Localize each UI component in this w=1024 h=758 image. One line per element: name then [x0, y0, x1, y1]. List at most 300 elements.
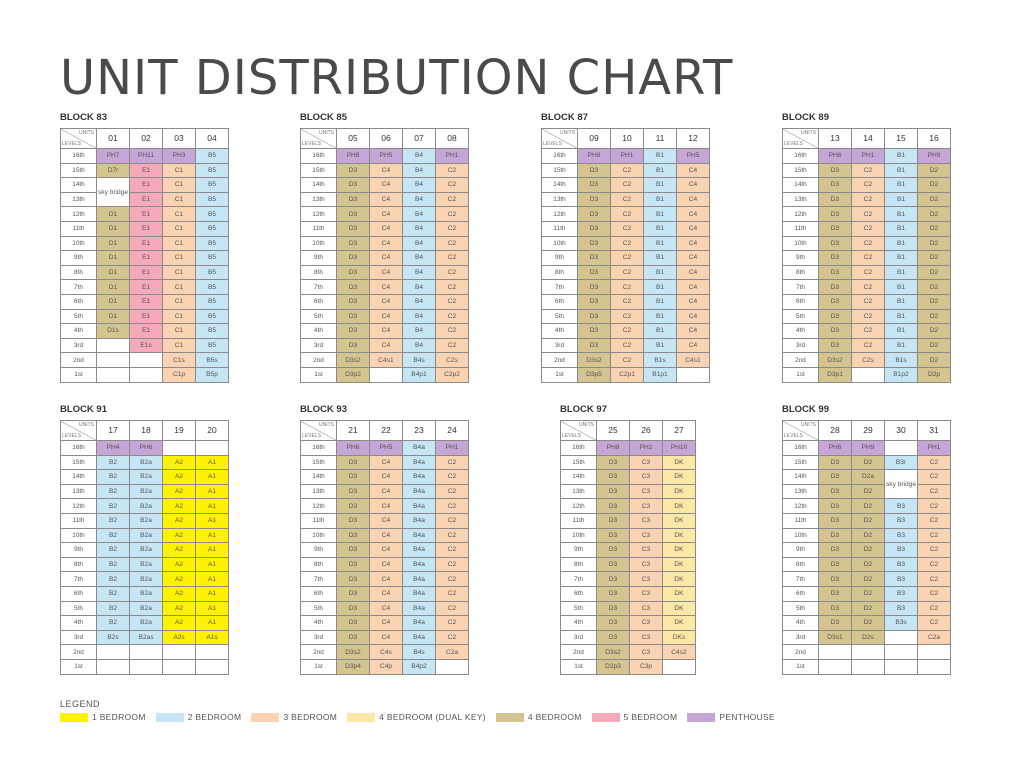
- header-row: [542, 129, 710, 149]
- level-label: 8th: [61, 265, 97, 280]
- unit-cell: B1: [885, 178, 918, 193]
- unit-cell: D3: [819, 616, 852, 631]
- level-label: 2nd: [783, 645, 819, 660]
- level-label: 6th: [542, 294, 578, 309]
- unit-cell: PH1: [436, 149, 469, 164]
- unit-cell: C2: [918, 455, 951, 470]
- unit-cell: A2: [163, 499, 196, 514]
- level-label: 12th: [542, 207, 578, 222]
- unit-cell: B5: [196, 324, 229, 339]
- level-label: 13th: [542, 192, 578, 207]
- unit-cell: C3: [630, 470, 663, 485]
- table-row: [61, 601, 229, 616]
- level-label: 13th: [783, 484, 819, 499]
- unit-cell: B1: [644, 324, 677, 339]
- block-6: [560, 404, 696, 675]
- unit-cell: C4: [370, 616, 403, 631]
- unit-cell: B2a: [130, 455, 163, 470]
- level-label: 10th: [61, 236, 97, 251]
- unit-cell: D2p: [918, 367, 951, 382]
- unit-cell: D2: [852, 572, 885, 587]
- table-row: [61, 221, 229, 236]
- legend-items: [60, 712, 785, 722]
- legend-item: [496, 712, 582, 722]
- level-label: 11th: [783, 221, 819, 236]
- unit-cell: C2: [436, 616, 469, 631]
- unit-cell: C4: [370, 338, 403, 353]
- level-label: 1st: [542, 367, 578, 382]
- unit-number: 14: [852, 129, 885, 149]
- unit-cell: B2a: [130, 484, 163, 499]
- unit-cell: B4a: [403, 455, 436, 470]
- table-row: [561, 645, 696, 660]
- level-label: 8th: [783, 265, 819, 280]
- level-label: 6th: [61, 294, 97, 309]
- block-0: [60, 112, 229, 383]
- unit-cell: B4: [403, 221, 436, 236]
- unit-cell: B4p1: [403, 367, 436, 382]
- table-row: [542, 367, 710, 382]
- header-levels-label: LEVELS: [784, 141, 803, 147]
- unit-cell: C4p: [370, 659, 403, 674]
- unit-cell: B5: [196, 192, 229, 207]
- unit-cell: D3: [819, 236, 852, 251]
- unit-cell: B4: [403, 149, 436, 164]
- level-label: 7th: [783, 280, 819, 295]
- unit-number: 10: [611, 129, 644, 149]
- unit-cell: B1: [885, 294, 918, 309]
- unit-cell: C4: [370, 163, 403, 178]
- unit-cell: D3: [819, 528, 852, 543]
- unit-cell: B4a: [403, 499, 436, 514]
- unit-cell: B5s: [196, 353, 229, 368]
- unit-cell: C3: [630, 513, 663, 528]
- table-row: [783, 338, 951, 353]
- level-label: 15th: [542, 163, 578, 178]
- level-label: 12th: [61, 207, 97, 222]
- unit-cell: D2p3: [597, 659, 630, 674]
- unit-cell: D3: [597, 499, 630, 514]
- level-label: 11th: [301, 221, 337, 236]
- unit-cell: DK: [663, 499, 696, 514]
- unit-number: 04: [196, 129, 229, 149]
- unit-cell: E1: [130, 163, 163, 178]
- unit-cell: C4: [370, 470, 403, 485]
- table-row: [783, 470, 951, 485]
- unit-cell: C1: [163, 294, 196, 309]
- unit-cell: C4: [370, 294, 403, 309]
- level-label: 4th: [542, 324, 578, 339]
- unit-number: 23: [403, 421, 436, 441]
- table-row: [61, 207, 229, 222]
- unit-cell: B4: [403, 294, 436, 309]
- level-label: 15th: [61, 163, 97, 178]
- unit-cell: D3: [578, 192, 611, 207]
- unit-cell: E1: [130, 280, 163, 295]
- table-row: [61, 586, 229, 601]
- legend-swatch: [687, 713, 715, 722]
- unit-cell: C4: [370, 265, 403, 280]
- legend-label: 3 BEDROOM: [283, 712, 338, 722]
- legend-item: [347, 712, 486, 722]
- header-levels-label: LEVELS: [543, 141, 562, 147]
- unit-cell: D3: [819, 338, 852, 353]
- unit-cell: C4s1: [677, 353, 710, 368]
- unit-cell: D2: [918, 338, 951, 353]
- unit-cell: B3: [885, 499, 918, 514]
- unit-cell: C2: [611, 163, 644, 178]
- unit-cell: D2: [852, 586, 885, 601]
- unit-cell: B1: [644, 207, 677, 222]
- level-label: 2nd: [301, 645, 337, 660]
- table-row: [61, 309, 229, 324]
- table-row: [61, 659, 229, 674]
- level-label: 10th: [561, 528, 597, 543]
- unit-cell: D3: [337, 616, 370, 631]
- level-label: 1st: [561, 659, 597, 674]
- unit-cell: D3: [819, 163, 852, 178]
- unit-cell: C2: [436, 265, 469, 280]
- table-row: [301, 586, 469, 601]
- unit-cell: [163, 645, 196, 660]
- unit-cell: D3: [819, 513, 852, 528]
- unit-cell: D3: [819, 324, 852, 339]
- level-label: 1st: [61, 367, 97, 382]
- header-units-label: UNITS: [560, 130, 575, 136]
- table-row: [783, 645, 951, 660]
- table-row: [542, 324, 710, 339]
- unit-cell: D2: [918, 163, 951, 178]
- unit-cell: [196, 441, 229, 456]
- level-label: 9th: [61, 543, 97, 558]
- level-label: 4th: [301, 616, 337, 631]
- level-label: 10th: [542, 236, 578, 251]
- unit-cell: C2: [436, 572, 469, 587]
- header-row: [61, 421, 229, 441]
- table-row: [301, 367, 469, 382]
- unit-cell: B2: [97, 470, 130, 485]
- unit-cell: C4: [677, 221, 710, 236]
- unit-number: 29: [852, 421, 885, 441]
- unit-cell: D3: [578, 294, 611, 309]
- unit-cell: B1: [644, 280, 677, 295]
- unit-cell: DK: [663, 513, 696, 528]
- unit-cell: D2: [852, 557, 885, 572]
- unit-cell: C2: [436, 470, 469, 485]
- unit-cell: C4: [677, 294, 710, 309]
- unit-cell: D1s: [97, 324, 130, 339]
- unit-cell: D3: [578, 338, 611, 353]
- level-label: 7th: [783, 572, 819, 587]
- level-label: 4th: [783, 324, 819, 339]
- unit-cell: D3: [337, 338, 370, 353]
- unit-cell: C2a: [436, 645, 469, 660]
- unit-cell: C1: [163, 221, 196, 236]
- legend: [60, 699, 785, 722]
- unit-cell: B2a: [130, 572, 163, 587]
- unit-cell: PH8: [578, 149, 611, 164]
- unit-cell: A1: [196, 470, 229, 485]
- level-label: 1st: [301, 659, 337, 674]
- unit-cell: B5: [196, 265, 229, 280]
- unit-cell: C1: [163, 265, 196, 280]
- unit-cell: [163, 441, 196, 456]
- unit-cell: [436, 659, 469, 674]
- unit-cell: B1: [885, 163, 918, 178]
- unit-cell: [97, 659, 130, 674]
- unit-cell: B4a: [403, 441, 436, 456]
- level-label: 4th: [61, 324, 97, 339]
- unit-cell: B1: [644, 236, 677, 251]
- unit-cell: B1s: [885, 353, 918, 368]
- table-row: [61, 557, 229, 572]
- unit-cell: B2a: [130, 513, 163, 528]
- table-row: [301, 601, 469, 616]
- unit-cell: D3: [819, 470, 852, 485]
- table-row: [61, 441, 229, 456]
- unit-cell: D2: [918, 353, 951, 368]
- unit-cell: PH8: [337, 149, 370, 164]
- unit-cell: C3: [630, 543, 663, 558]
- table-row: [783, 543, 951, 558]
- unit-cell: D3s2: [337, 353, 370, 368]
- header-corner: [301, 421, 337, 441]
- unit-cell: DK: [663, 557, 696, 572]
- unit-cell: E1: [130, 251, 163, 266]
- table-row: [561, 484, 696, 499]
- level-label: 4th: [561, 616, 597, 631]
- unit-cell: D3p4: [337, 659, 370, 674]
- unit-number: 13: [819, 129, 852, 149]
- header-units-label: UNITS: [319, 130, 334, 136]
- table-row: [783, 309, 951, 324]
- table-row: [783, 441, 951, 456]
- level-label: 5th: [61, 309, 97, 324]
- unit-cell: B1: [644, 149, 677, 164]
- table-row: [783, 601, 951, 616]
- unit-cell: B1: [644, 163, 677, 178]
- unit-cell: B4: [403, 192, 436, 207]
- unit-cell: [819, 659, 852, 674]
- level-label: 13th: [561, 484, 597, 499]
- unit-cell: D3: [578, 251, 611, 266]
- unit-cell: D3: [337, 265, 370, 280]
- unit-cell: D3: [337, 192, 370, 207]
- unit-cell: D3: [337, 221, 370, 236]
- table-row: [783, 178, 951, 193]
- unit-cell: C2: [918, 616, 951, 631]
- level-label: 8th: [301, 557, 337, 572]
- unit-number: 07: [403, 129, 436, 149]
- unit-cell: [918, 645, 951, 660]
- level-label: 16th: [61, 149, 97, 164]
- unit-cell: [663, 659, 696, 674]
- level-label: 8th: [783, 557, 819, 572]
- unit-cell: C4: [370, 178, 403, 193]
- unit-cell: B2as: [130, 630, 163, 645]
- unit-cell: B4: [403, 251, 436, 266]
- unit-cell: B1: [885, 309, 918, 324]
- table-row: [61, 265, 229, 280]
- unit-cell: B1: [644, 265, 677, 280]
- unit-number: 18: [130, 421, 163, 441]
- unit-cell: [196, 645, 229, 660]
- level-label: 1st: [783, 367, 819, 382]
- table-row: [783, 353, 951, 368]
- unit-cell: PH6: [130, 441, 163, 456]
- table-row: [301, 221, 469, 236]
- table-row: [61, 338, 229, 353]
- unit-cell: D3: [337, 324, 370, 339]
- unit-cell: B5: [196, 251, 229, 266]
- table-row: [301, 659, 469, 674]
- header-row: [301, 421, 469, 441]
- unit-cell: [370, 367, 403, 382]
- unit-cell: [852, 367, 885, 382]
- unit-cell: B4a: [403, 572, 436, 587]
- level-label: 1st: [301, 367, 337, 382]
- unit-cell: [196, 659, 229, 674]
- unit-cell: B5: [196, 294, 229, 309]
- level-label: 8th: [561, 557, 597, 572]
- table-row: [561, 601, 696, 616]
- unit-cell: A2: [163, 470, 196, 485]
- level-label: 2nd: [783, 353, 819, 368]
- level-label: 16th: [783, 441, 819, 456]
- legend-item: [60, 712, 146, 722]
- unit-cell: C3: [630, 484, 663, 499]
- unit-cell: D3: [819, 207, 852, 222]
- unit-cell: D3: [337, 484, 370, 499]
- unit-cell: C4: [677, 192, 710, 207]
- unit-cell: D3: [578, 178, 611, 193]
- unit-cell: C1: [163, 236, 196, 251]
- table-row: [61, 192, 229, 207]
- unit-cell: D3: [819, 280, 852, 295]
- table-row: [301, 265, 469, 280]
- level-label: 15th: [561, 455, 597, 470]
- unit-cell: C1: [163, 309, 196, 324]
- level-label: 14th: [301, 470, 337, 485]
- unit-cell: B3: [885, 528, 918, 543]
- table-row: [301, 557, 469, 572]
- unit-cell: D1: [97, 309, 130, 324]
- table-row: [61, 353, 229, 368]
- table-row: [542, 309, 710, 324]
- level-label: 13th: [783, 192, 819, 207]
- level-label: 2nd: [61, 645, 97, 660]
- legend-swatch: [156, 713, 184, 722]
- table-row: [561, 659, 696, 674]
- header-units-label: UNITS: [801, 422, 816, 428]
- level-label: 11th: [301, 513, 337, 528]
- level-label: 3rd: [783, 338, 819, 353]
- unit-cell: D3: [819, 178, 852, 193]
- unit-cell: B3: [885, 601, 918, 616]
- level-label: 6th: [783, 586, 819, 601]
- legend-item: [687, 712, 775, 722]
- table-row: [561, 586, 696, 601]
- unit-cell: B2a: [130, 601, 163, 616]
- table-row: [783, 207, 951, 222]
- unit-cell: D2: [918, 265, 951, 280]
- unit-cell: B5: [196, 178, 229, 193]
- unit-cell: D7r: [97, 163, 130, 178]
- table-row: [301, 353, 469, 368]
- level-label: 14th: [542, 178, 578, 193]
- unit-cell: C4: [370, 543, 403, 558]
- table-row: [61, 455, 229, 470]
- unit-cell: C3: [630, 645, 663, 660]
- header-corner: [301, 129, 337, 149]
- unit-cell: C2: [436, 324, 469, 339]
- table-row: [561, 630, 696, 645]
- unit-cell: C1: [163, 207, 196, 222]
- unit-cell: E1: [130, 236, 163, 251]
- unit-cell: C4: [370, 499, 403, 514]
- table-row: [301, 324, 469, 339]
- unit-cell: B4a: [403, 543, 436, 558]
- level-label: 15th: [783, 163, 819, 178]
- unit-cell: B5: [196, 207, 229, 222]
- unit-cell: C4: [370, 251, 403, 266]
- table-row: [61, 178, 229, 193]
- unit-cell: C3: [630, 572, 663, 587]
- table-row: [542, 178, 710, 193]
- unit-cell: A1: [196, 572, 229, 587]
- unit-cell: B2a: [130, 616, 163, 631]
- table-row: [561, 557, 696, 572]
- unit-cell: [163, 659, 196, 674]
- legend-swatch: [496, 713, 524, 722]
- block-name: BLOCK 99: [782, 404, 829, 415]
- unit-cell: DK: [663, 528, 696, 543]
- table-row: [301, 441, 469, 456]
- unit-cell: [677, 367, 710, 382]
- unit-cell: B4: [403, 309, 436, 324]
- unit-cell: D1: [97, 265, 130, 280]
- table-row: [561, 441, 696, 456]
- table-row: [783, 572, 951, 587]
- unit-cell: B1: [885, 265, 918, 280]
- unit-number: 05: [337, 129, 370, 149]
- legend-item: [592, 712, 678, 722]
- unit-cell: C2: [852, 251, 885, 266]
- unit-number: 06: [370, 129, 403, 149]
- unit-cell: A1: [196, 601, 229, 616]
- unit-cell: PH6: [819, 441, 852, 456]
- block-7: [782, 404, 951, 675]
- unit-cell: B1: [885, 236, 918, 251]
- unit-cell: D3: [337, 207, 370, 222]
- unit-cell: B5: [196, 163, 229, 178]
- level-label: 10th: [301, 528, 337, 543]
- unit-cell: D2: [852, 513, 885, 528]
- unit-cell: C2: [436, 484, 469, 499]
- unit-number: 20: [196, 421, 229, 441]
- level-label: 10th: [783, 528, 819, 543]
- unit-cell: B5: [196, 280, 229, 295]
- unit-cell: C2: [852, 294, 885, 309]
- unit-cell: D3: [337, 251, 370, 266]
- unit-cell: B5: [196, 236, 229, 251]
- header-units-label: UNITS: [319, 422, 334, 428]
- unit-cell: C2: [852, 338, 885, 353]
- level-label: 4th: [61, 616, 97, 631]
- unit-number: 01: [97, 129, 130, 149]
- unit-cell: B2a: [130, 470, 163, 485]
- block-4: [60, 404, 229, 675]
